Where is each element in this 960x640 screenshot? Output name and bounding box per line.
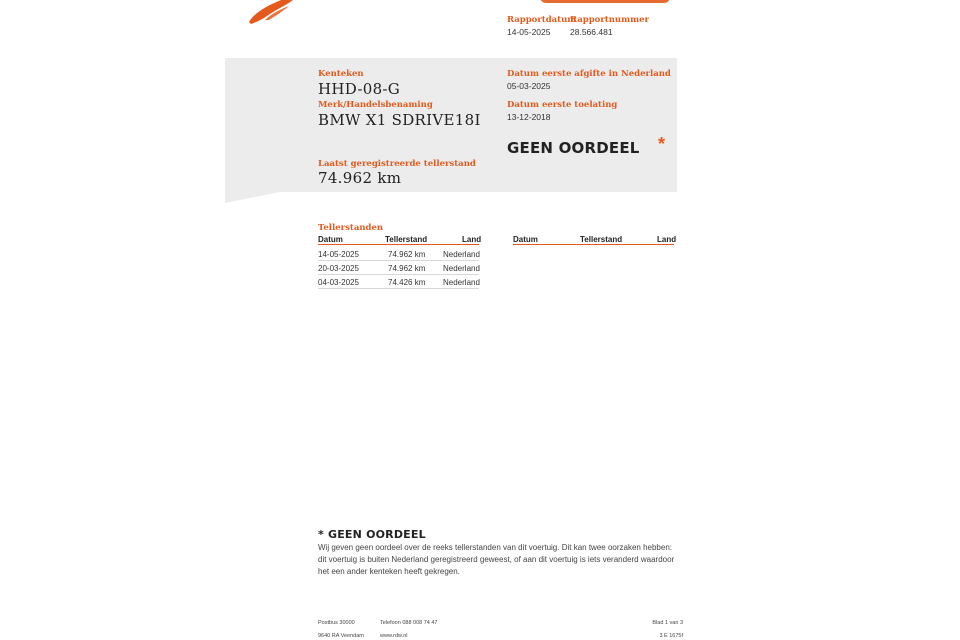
row-stand: 74.426 km xyxy=(388,278,426,287)
toelating-label: Datum eerste toelating xyxy=(507,100,618,110)
merk-value: BMW X1 SDRIVE18I xyxy=(318,111,481,129)
row-land: Nederland xyxy=(443,278,480,287)
row-datum: 04-03-2025 xyxy=(318,278,359,287)
panel-notch xyxy=(225,191,285,203)
toelating-value: 13-12-2018 xyxy=(507,112,551,122)
col-header-tellerstand-right: Tellerstand xyxy=(580,235,623,244)
oordeel-value: GEEN OORDEEL xyxy=(507,139,640,157)
row-datum: 14-05-2025 xyxy=(318,250,359,259)
row-divider xyxy=(318,260,479,261)
row-divider xyxy=(318,288,479,289)
table-header-rule xyxy=(318,244,479,245)
rapportdatum-label: Rapportdatum xyxy=(507,15,577,25)
footer-postbus: Postbus 30000 xyxy=(318,620,355,626)
afgifte-label: Datum eerste afgifte in Nederland xyxy=(507,69,671,79)
footer-phone: Telefoon 088 008 74 47 xyxy=(380,620,438,626)
row-stand: 74.962 km xyxy=(388,250,426,259)
col-header-datum-right: Datum xyxy=(513,235,538,244)
col-header-land: Land xyxy=(462,235,482,244)
tellerstanden-title: Tellerstanden xyxy=(318,223,384,233)
col-header-datum: Datum xyxy=(318,235,343,244)
row-stand: 74.962 km xyxy=(388,264,426,273)
kenteken-value: HHD-08-G xyxy=(318,80,401,98)
footer-code: 3 E 1675f xyxy=(659,633,683,639)
merk-label: Merk/Handelsbenaming xyxy=(318,100,433,110)
row-divider xyxy=(318,274,479,275)
rapportdatum-value: 14-05-2025 xyxy=(507,27,551,37)
footer-page-number: Blad 1 van 3 xyxy=(652,620,683,626)
rdw-logo xyxy=(245,0,315,26)
rapportnummer-label: Rapportnummer xyxy=(570,15,649,25)
rapportnummer-value: 28.566.481 xyxy=(570,27,613,37)
row-datum: 20-03-2025 xyxy=(318,264,359,273)
note-heading: * GEEN OORDEEL xyxy=(318,528,426,541)
tellerstand-value: 74.962 km xyxy=(318,169,402,187)
col-header-tellerstand: Tellerstand xyxy=(385,235,428,244)
asterisk-mark: * xyxy=(658,134,666,154)
col-header-land-right: Land xyxy=(657,235,677,244)
footer-website[interactable]: www.rdw.nl xyxy=(380,633,408,639)
footer-address: 9640 RA Veendam xyxy=(318,633,364,639)
tellerstand-label: Laatst geregistreerde tellerstand xyxy=(318,159,476,169)
kenteken-label: Kenteken xyxy=(318,69,364,79)
row-land: Nederland xyxy=(443,250,480,259)
header-title-fragment xyxy=(540,0,670,3)
afgifte-value: 05-03-2025 xyxy=(507,81,551,91)
note-text: Wij geven geen oordeel over de reeks tellerstanden van dit voertuig. Dit kan twee oorzaken hebben: dit voertuig is buiten Nederland geregistreerd geweest, of aan dit voertuig is iets veranderd waardoor het een ander kenteken heeft gekregen. xyxy=(318,543,675,576)
table-header-rule-right xyxy=(513,244,674,245)
row-land: Nederland xyxy=(443,264,480,273)
